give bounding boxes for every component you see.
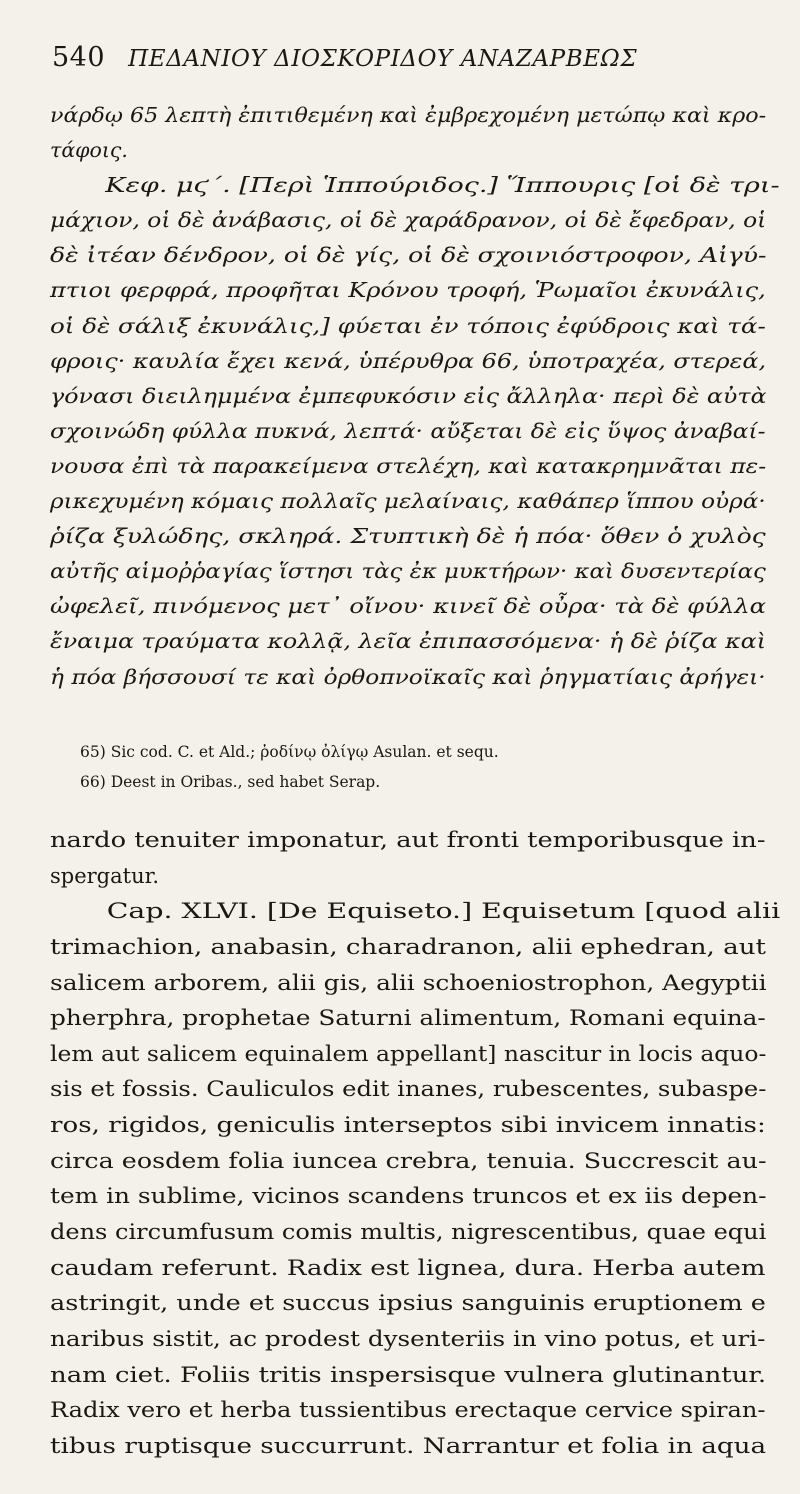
running-head: ΠΕΔΑΝΙΟΥ ΔΙΟΣΚΟΡΙΔΟΥ ΑΝΑΖΑΡΒΕΩΣ bbox=[128, 46, 638, 72]
greek-line: νουσα ἐπὶ τὰ παρακείμενα στελέχη, καὶ κατακρημνᾶται πε- bbox=[50, 453, 767, 478]
latin-line: circa eosdem folia iuncea crebra, tenuia. Succrescit au- bbox=[50, 1148, 767, 1173]
latin-text bbox=[50, 823, 781, 1465]
latin-line: Cap. XLVI. [De Equiseto.] Equisetum [quod alii bbox=[106, 899, 781, 924]
latin-line: ros, rigidos, geniculis interseptos sibi invicem innatis: bbox=[50, 1113, 766, 1138]
footnote: 66) Deest in Oribas., sed habet Serap. bbox=[80, 773, 381, 791]
latin-line: salicem arborem, alii gis, alii schoeniostrophon, Aegyptii bbox=[50, 970, 767, 995]
latin-line: dens circumfusum comis multis, nigrescentibus, quae equi bbox=[50, 1220, 767, 1245]
footnote: 65) Sic cod. C. et Ald.; ῥοδίνῳ ὀλίγῳ Asulan. et sequ. bbox=[80, 743, 499, 761]
greek-line: οἱ δὲ σάλιξ ἐκυνάλις,] φύεται ἐν τόποις ἐφύδροις καὶ τά- bbox=[50, 313, 766, 338]
latin-line: trimachion, anabasin, charadranon, alii ephedran, aut bbox=[50, 934, 767, 959]
latin-line: pherphra, prophetae Saturni alimentum, Romani equina- bbox=[50, 1006, 766, 1031]
greek-line: γόνασι διειλημμένα ἐμπεφυκόσιν εἰς ἄλληλα· περὶ δὲ αὐτὰ bbox=[50, 383, 767, 408]
greek-line: πτιοι φερφρά, προφῆται Κρόνου τροφή, Ῥωμαῖοι ἐκυνάλις, bbox=[50, 278, 766, 303]
latin-line: astringit, unde et succus ipsius sanguinis eruptionem e bbox=[50, 1291, 766, 1316]
greek-line: μάχιον, οἱ δὲ ἀνάβασις, οἱ δὲ χαράδρανον, οἱ δὲ ἔφεδραν, οἱ bbox=[50, 208, 767, 233]
footnotes bbox=[80, 737, 760, 797]
latin-line: naribus sistit, ac prodest dysenteriis in vino potus, et uri- bbox=[50, 1326, 766, 1351]
latin-line: tem in sublime, vicinos scandens truncos et ex iis depen- bbox=[50, 1184, 767, 1209]
greek-line: ἡ πόα βήσσουσί τε καὶ ὀρθοπνοϊκαῖς καὶ ῥηγματίαις ἀρήγει· bbox=[50, 664, 766, 689]
page-number: 540 bbox=[52, 42, 106, 73]
greek-line: σχοινώδη φύλλα πυκνά, λεπτά· αὔξεται δὲ εἰς ὕψος ἀναβαί- bbox=[50, 418, 766, 443]
latin-line: Radix vero et herba tussientibus erectaque cervice spiran- bbox=[50, 1398, 766, 1423]
latin-line: caudam referunt. Radix est lignea, dura. Herba autem bbox=[50, 1255, 766, 1280]
greek-line: ὠφελεῖ, πινόμενος μετ᾽ οἴνου· κινεῖ δὲ οὖρα· τὰ δὲ φύλλα bbox=[50, 594, 766, 619]
latin-line: sis et fossis. Cauliculos edit inanes, rubescentes, subaspe- bbox=[50, 1077, 767, 1102]
greek-line: Κεφ. μϛ΄. [Περὶ Ἱππούριδος.] Ἵππουρις [οἱ δὲ τρι- bbox=[105, 173, 780, 198]
greek-line: αὐτῆς αἱμοῤῥαγίας ἵστησι τὰς ἐκ μυκτήρων· καὶ δυσεντερίας bbox=[50, 559, 766, 584]
latin-line: nam ciet. Foliis tritis inspersisque vulnera glutinantur. bbox=[50, 1362, 767, 1387]
greek-line: τάφοις. bbox=[50, 138, 128, 163]
latin-line: nardo tenuiter imponatur, aut fronti temporibusque in- bbox=[50, 828, 766, 852]
greek-line: ῥίζα ξυλώδης, σκληρά. Στυπτικὴ δὲ ἡ πόα· ὅθεν ὁ χυλὸς bbox=[50, 524, 766, 549]
greek-line: νάρδῳ 65 λεπτὴ ἐπιτιθεμένη καὶ ἐμβρεχομένη μετώπῳ καὶ κρο- bbox=[50, 103, 767, 127]
greek-line: ρικεχυμένη κόμαις πολλαῖς μελαίναις, καθάπερ ἵππου οὐρά· bbox=[50, 489, 766, 514]
latin-line: spergatur. bbox=[50, 863, 160, 888]
latin-line: tibus ruptisque succurrunt. Narrantur et folia in aqua bbox=[50, 1433, 767, 1458]
greek-line: δὲ ἰτέαν δένδρον, οἱ δὲ γίς, οἱ δὲ σχοινιόστροφον, Αἰγύ- bbox=[50, 243, 767, 268]
greek-text bbox=[50, 98, 780, 695]
page-header bbox=[52, 42, 772, 82]
latin-line: lem aut salicem equinalem appellant] nascitur in locis aquo- bbox=[50, 1041, 767, 1066]
greek-line: ἔναιμα τραύματα κολλᾷ, λεῖα ἐπιπασσόμενα· ἡ δὲ ῥίζα καὶ bbox=[50, 629, 767, 654]
greek-line: φροις· καυλία ἔχει κενά, ὑπέρυθρα 66, ὑποτραχέα, στερεά, bbox=[50, 348, 767, 373]
